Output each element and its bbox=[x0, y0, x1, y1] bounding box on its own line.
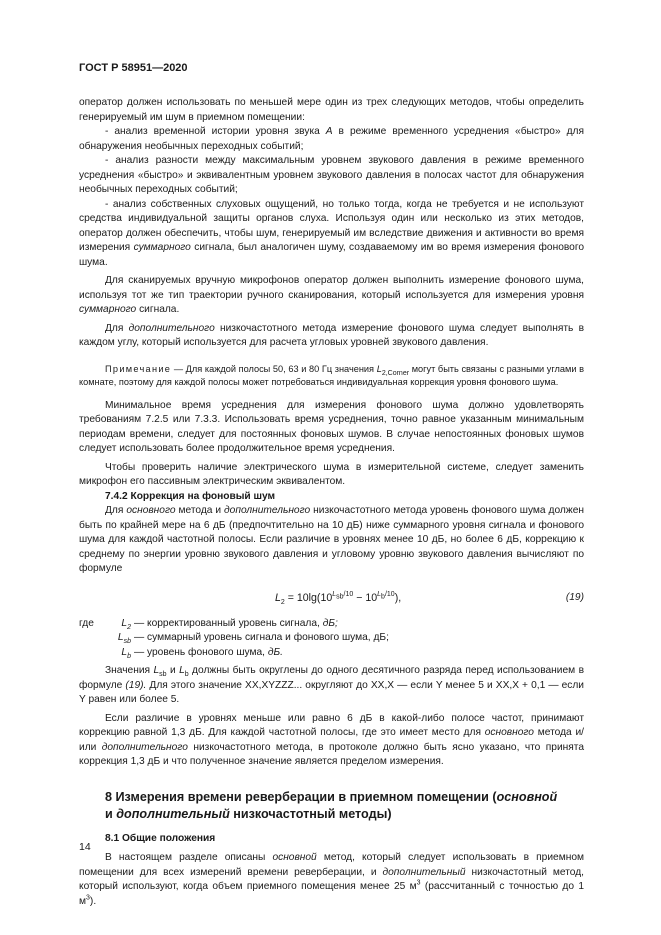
definition-row: $L_b$ — уровень фонового шума, дБ. bbox=[121, 646, 283, 660]
formula-19 bbox=[79, 581, 584, 617]
paragraph: оператор должен использовать по меньшей мере один из трех следующих методов, чтобы определить генерируемый им шум в приемном помещении: bbox=[79, 97, 584, 123]
section-heading: 7.4.2 Коррекция на фоновый шум bbox=[105, 490, 276, 502]
paragraph: Для дополнительного низкочастотного метода измерение фонового шума следует выполнять в каждом углу, который используется для расчета угловых уровней звукового давления. bbox=[79, 322, 584, 348]
paragraph: Для основного метода и дополнительного низкочастотного метода уровень фонового шума должен быть по крайней мере на 6 дБ (предпочтительно на 10 дБ) ниже суммарного уровня сигнала и фонового шума для каждой частотной полосы. Если различие в уровнях менее 10 дБ, но более 6 дБ, коррекцию к среднему по энергии уровню звукового давления и угловому уровню звукового давления вычисляют по формуле bbox=[79, 505, 584, 574]
definition-row: $L_{sb}$ — суммарный уровень сигнала и фонового шума, дБ; bbox=[117, 632, 389, 646]
page-number: 14 bbox=[79, 841, 91, 853]
paragraph: В настоящем разделе описаны основной метод, который следует использовать в приемном помещении для всех измерений времени реверберации, и дополнительный низкочастотный метод, который используют, когда объем приемного помещения менее 25 $м^3$ (рассчитанный с точностью до 1 $м^3$). bbox=[79, 852, 585, 907]
section-heading: 8.1 Общие положения bbox=[105, 832, 216, 844]
note: Примечание — Для каждой полосы 50, 63 и 80 Гц значения $L_{2,Corner}$ могут быть связаны с разными углами в комнате, поэтому для каждой полосы может потребоваться индивидуальная коррекция уровня фонового шума. bbox=[79, 363, 584, 387]
bullet-item: - анализ временной истории уровня звука A в режиме временного усреднения «быстро» для обнаружения необычных переходных событий; bbox=[79, 126, 584, 152]
paragraph: Если различие в уровнях меньше или равно 6 дБ в какой-либо полосе частот, принимают коррекцию равной 1,3 дБ. Для каждой частотной полосы, где это имеет место для основного метода и/или дополнительного низкочастотного метода, в протоколе должно быть ясно указано, что принята коррекция 1,3 дБ и что полученное значение является пределом измерения. bbox=[79, 712, 585, 767]
document-body bbox=[79, 96, 584, 909]
formula-expression: $L_2 = 10\lg(10^{L_{sb}/10} - 10^{L_b/10})$, bbox=[275, 590, 402, 606]
formula-number: (19) bbox=[565, 591, 584, 603]
document-header: ГОСТ Р 58951—2020 bbox=[79, 62, 188, 74]
bullet-item: - анализ собственных слуховых ощущений, но только тогда, когда не требуется и не используют средства индивидуальной защиты органов слуха. Используя один или несколько из этих методов, оператор должен обеспечить, чтобы шум, генерируемый им вследствие движения и активности во время измерения суммарного сигнала, был аналогичен шуму, создаваемому им во время измерения фонового шума. bbox=[79, 198, 584, 268]
chapter-heading: 8 Измерения времени реверберации в приемном помещении (основной и дополнительный низкочастотный методы) bbox=[105, 789, 558, 821]
paragraph: Минимальное время усреднения для измерения фонового шума должно удовлетворять требованиям 7.2.5 или 7.3.3. Использовать время усреднения, точно равное указанным минимальным периодам времени, следует для постоянных фоновых шумов. В случае непостоянных фоновых шумов следует использовать более продолжительное время усреднения. bbox=[79, 399, 584, 454]
definitions-list bbox=[79, 617, 584, 661]
paragraph: Чтобы проверить наличие электрического шума в измерительной системе, следует заменить микрофон его пассивным электрическим эквивалентом. bbox=[79, 461, 584, 487]
paragraph: Для сканируемых вручную микрофонов оператор должен выполнить измерение фонового шума, используя тот же тип траектории ручного сканирования, который используется для измерения уровня суммарного сигнала. bbox=[79, 275, 584, 315]
paragraph: Значения $L_{sb}$ и $L_b$ должны быть округлены до одного десятичного разряда перед использованием в формуле (19). Для этого значение XX,XYZZZ... округляют до XX,X — если Y менее 5 и XX,X + 0,1 — если Y равен или более 5. bbox=[79, 665, 584, 705]
definition-row: где $L_2$ — корректированный уровень сигнала, дБ; bbox=[79, 617, 338, 631]
bullet-item: - анализ разности между максимальным уровнем звукового давления в режиме временного усреднения «быстро» и эквивалентным уровнем звукового давления в полосах частот для обнаружения необычных переходных событий; bbox=[79, 155, 584, 195]
